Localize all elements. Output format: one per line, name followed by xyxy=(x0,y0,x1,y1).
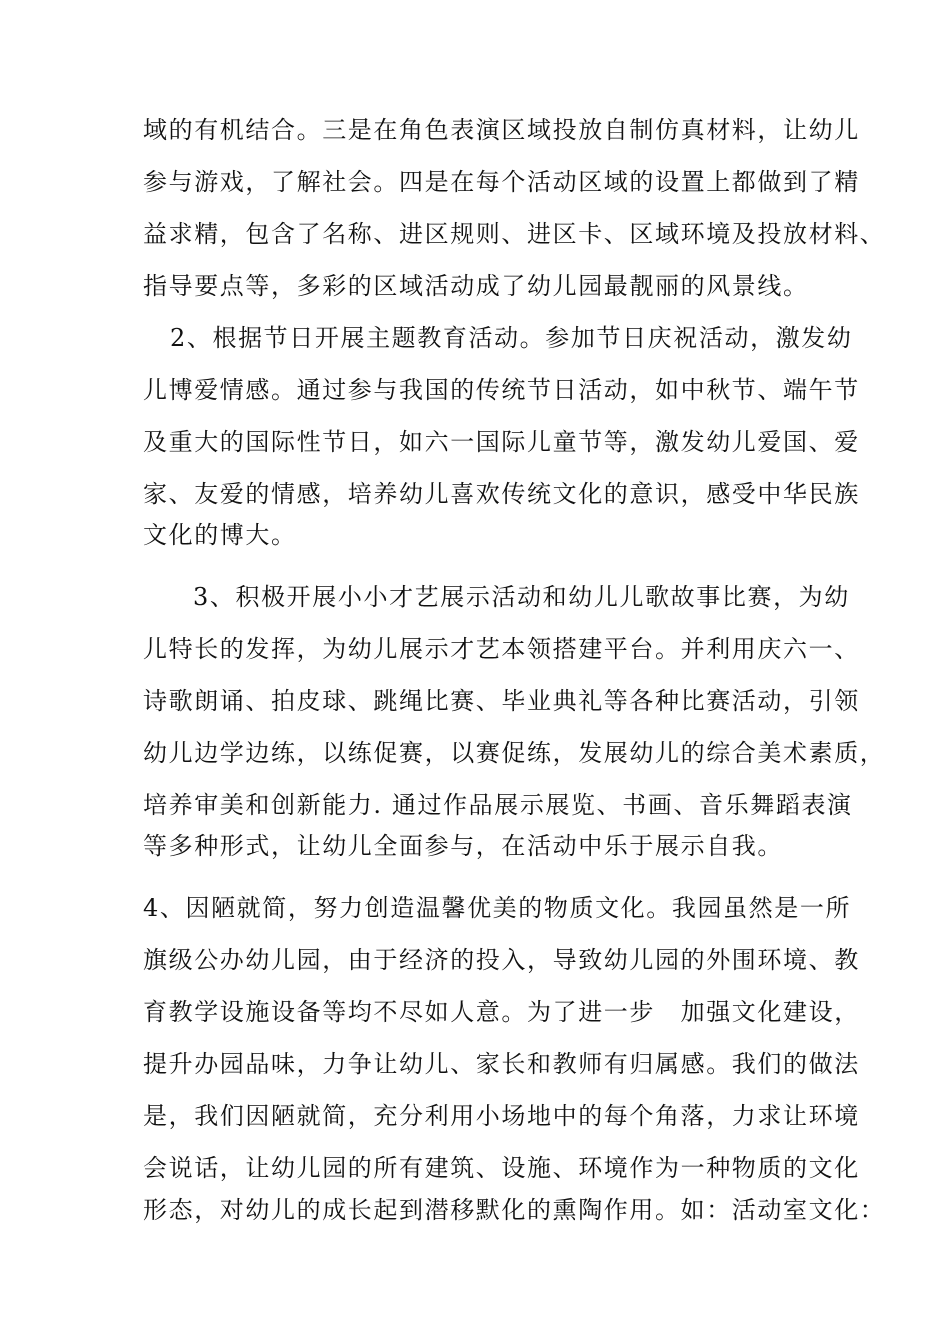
text-line: 域的有机结合。三是在角色表演区域投放自制仿真材料，让幼儿 xyxy=(143,116,860,144)
text-line: 培养审美和创新能力. 通过作品展示展览、书画、音乐舞蹈表演 xyxy=(143,791,853,819)
text-line: 等多种形式，让幼儿全面参与，在活动中乐于展示自我。 xyxy=(143,832,783,860)
text-line: 诗歌朗诵、拍皮球、跳绳比赛、毕业典礼等各种比赛活动，引领 xyxy=(143,687,860,715)
text-line: 2、根据节日开展主题教育活动。参加节日庆祝活动，激发幼 xyxy=(170,324,853,352)
text-line: 家、友爱的情感，培养幼儿喜欢传统文化的意识，感受中华民族 xyxy=(143,480,860,508)
text-line: 是，我们因陋就简，充分利用小场地中的每个角落，力求让环境 xyxy=(143,1102,860,1130)
text-line: 3、积极开展小小才艺展示活动和幼儿儿歌故事比赛，为幼 xyxy=(193,583,850,611)
text-line: 形态，对幼儿的成长起到潜移默化的熏陶作用。如：活动室文化： xyxy=(143,1196,886,1224)
text-line: 会说话，让幼儿园的所有建筑、设施、环境作为一种物质的文化 xyxy=(143,1154,860,1182)
text-line: 4、因陋就简，努力创造温馨优美的物质文化。我园虽然是一所 xyxy=(143,894,852,922)
text-line: 儿特长的发挥，为幼儿展示才艺本领搭建平台。并利用庆六一、 xyxy=(143,635,860,663)
text-line: 提升办园品味，力争让幼儿、家长和教师有归属感。我们的做法 xyxy=(143,1050,860,1078)
text-line: 旗级公办幼儿园，由于经济的投入，导致幼儿园的外围环境、教 xyxy=(143,946,860,974)
text-line: 指导要点等，多彩的区域活动成了幼儿园最靓丽的风景线。 xyxy=(143,272,809,300)
text-line: 幼儿边学边练，以练促赛，以赛促练，发展幼儿的综合美术素质， xyxy=(143,739,886,767)
text-line: 儿博爱情感。通过参与我国的传统节日活动，如中秋节、端午节 xyxy=(143,376,860,404)
text-line: 文化的博大。 xyxy=(143,521,297,549)
text-line: 及重大的国际性节日，如六一国际儿童节等，激发幼儿爱国、爱 xyxy=(143,428,860,456)
text-line: 育教学设施设备等均不尽如人意。为了进一步 加强文化建设， xyxy=(143,998,860,1026)
text-line: 益求精，包含了名称、进区规则、进区卡、区域环境及投放材料、 xyxy=(143,220,886,248)
text-line: 参与游戏，了解社会。四是在每个活动区域的设置上都做到了精 xyxy=(143,168,860,196)
